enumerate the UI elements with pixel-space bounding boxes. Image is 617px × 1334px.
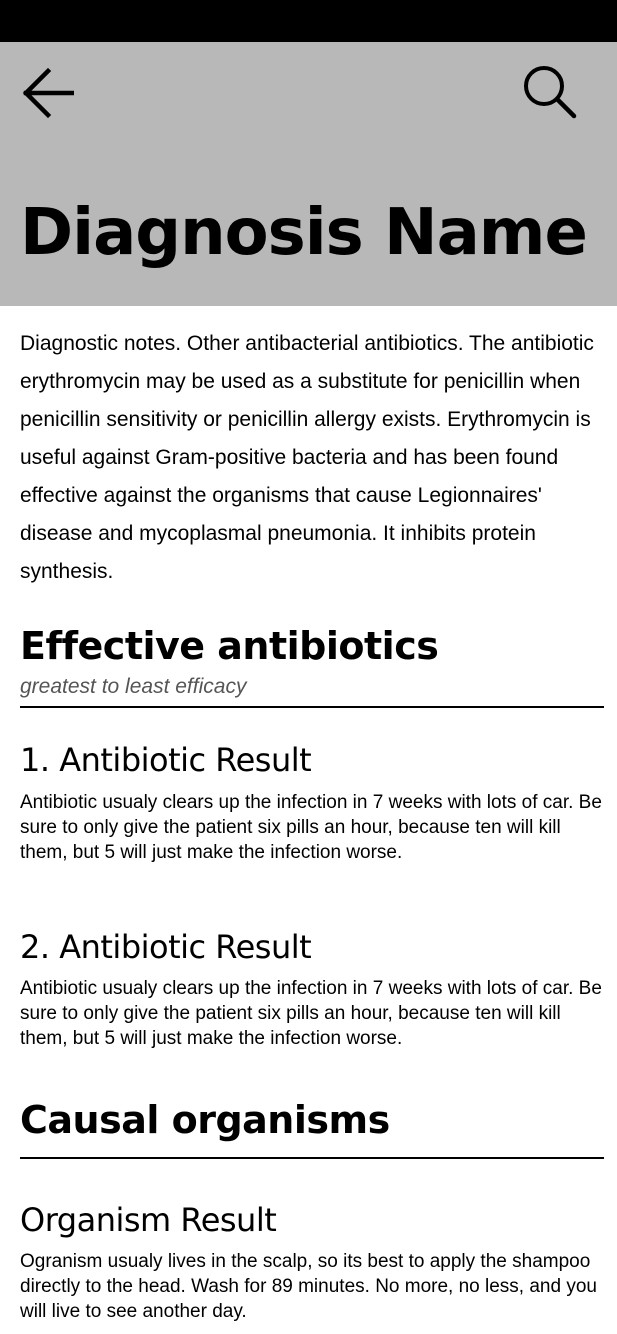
section-divider-antibiotics [20, 706, 604, 708]
page-title: Diagnosis Name [20, 196, 587, 270]
section-title-antibiotics: Effective antibiotics [20, 624, 439, 668]
app-header [0, 42, 617, 306]
section-divider-organisms [20, 1157, 604, 1159]
antibiotic-result-body: Antibiotic usualy clears up the infection in 7 weeks with lots of car. Be sure to only give the patient six pills an hour, because ten will kill them, but 5 will just make the infection worse. [20, 978, 602, 1049]
antibiotic-result-title[interactable]: 1. Antibiotic Result [20, 741, 312, 779]
search-button[interactable] [516, 60, 582, 124]
antibiotic-result-body: Antibiotic usualy clears up the infection in 7 weeks with lots of car. Be sure to only give the patient six pills an hour, because ten will kill them, but 5 will just make the infection worse. [20, 792, 602, 863]
organism-result-body: Ogranism usualy lives in the scalp, so its best to apply the shampoo directly to the head. Wash for 89 minutes. No more, no less, and you will live to see another day. [20, 1251, 597, 1322]
diagnosis-description: Diagnostic notes. Other antibacterial antibiotics. The antibiotic erythromycin may be used as a substitute for penicillin when penicillin sensitivity or penicillin allergy exists. Erythromycin is useful against Gram-positive bacteria and has been found effective against the organisms that cause Legionnaires' disease and mycoplasmal pneumonia. It inhibits protein synthesis. [20, 332, 594, 583]
section-title-organisms: Causal organisms [20, 1098, 390, 1142]
organism-result-title[interactable]: Organism Result [20, 1201, 277, 1239]
antibiotic-result-title[interactable]: 2. Antibiotic Result [20, 928, 312, 966]
arrow-left-icon [18, 64, 74, 120]
search-icon [519, 62, 579, 122]
section-subtitle-antibiotics: greatest to least efficacy [20, 675, 247, 698]
back-button[interactable] [16, 62, 76, 122]
status-bar [0, 0, 617, 42]
